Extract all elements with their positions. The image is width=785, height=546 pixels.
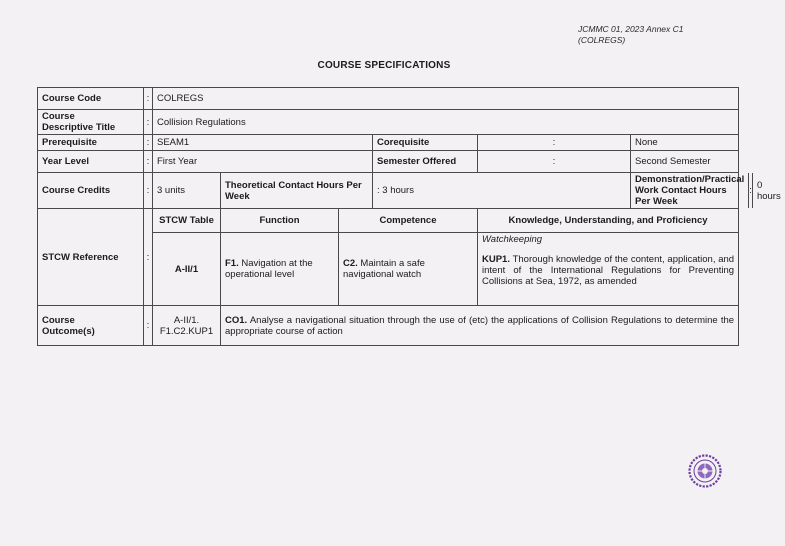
competence-code: C2. bbox=[343, 258, 358, 269]
value-course-code: COLREGS bbox=[153, 88, 739, 110]
separator: : bbox=[144, 209, 153, 306]
row-stcw-header bbox=[38, 209, 739, 233]
course-specifications-table bbox=[37, 87, 781, 346]
separator: : bbox=[749, 173, 753, 208]
course-abbreviation: (COLREGS) bbox=[578, 35, 626, 45]
stcw-competence-value bbox=[339, 233, 478, 306]
separator: : bbox=[144, 88, 153, 110]
separator: : bbox=[144, 110, 153, 135]
value-semester-offered: Second Semester bbox=[631, 151, 739, 173]
label-stcw-reference: STCW Reference bbox=[38, 209, 144, 306]
separator: : bbox=[478, 135, 631, 151]
label-prerequisite: Prerequisite bbox=[38, 135, 144, 151]
stcw-col-kup: Knowledge, Understanding, and Proficiency bbox=[478, 209, 739, 233]
value-course-title: Collision Regulations bbox=[153, 110, 739, 135]
practical-hours-cell bbox=[631, 173, 781, 209]
label-line: Outcome(s) bbox=[42, 325, 95, 337]
theoretical-hours-cell bbox=[373, 173, 631, 209]
outcome-ref-line: A-II/1. bbox=[173, 314, 200, 326]
label-line: Course bbox=[42, 111, 75, 122]
stcw-col-function: Function bbox=[221, 209, 339, 233]
row-course-title bbox=[38, 110, 739, 135]
stcw-col-competence: Competence bbox=[339, 209, 478, 233]
separator: : bbox=[144, 306, 153, 346]
row-prerequisite bbox=[38, 135, 739, 151]
separator: : bbox=[377, 185, 380, 196]
label-semester-offered: Semester Offered bbox=[373, 151, 478, 173]
kup-code: KUP1. bbox=[482, 254, 510, 265]
kup-text: Thorough knowledge of the content, application, and intent of the International Regulations for Preventing Collisions at Sea, 1972, as amended bbox=[482, 254, 735, 287]
value-year-level: First Year bbox=[153, 151, 373, 173]
label-course-credits: Course Credits bbox=[38, 173, 144, 209]
document-reference bbox=[578, 24, 684, 46]
label-course-title bbox=[38, 110, 144, 135]
outcome-description bbox=[221, 306, 739, 346]
stcw-table-value: A-II/1 bbox=[153, 233, 221, 306]
page-title: COURSE SPECIFICATIONS bbox=[317, 60, 451, 71]
outcome-ref-line: F1.C2.KUP1 bbox=[159, 325, 214, 337]
separator: : bbox=[144, 135, 153, 151]
row-course-outcome bbox=[38, 306, 739, 346]
institution-seal-icon bbox=[688, 454, 722, 488]
kup-description bbox=[482, 254, 734, 287]
stcw-kup-value bbox=[478, 233, 739, 306]
competence-text: Maintain a safe navigational watch bbox=[343, 258, 425, 280]
value-theoretical-hours: 3 hours bbox=[382, 185, 414, 196]
label-theoretical-hours: Theoretical Contact Hours Per Week bbox=[221, 173, 373, 209]
function-code: F1. bbox=[225, 258, 239, 269]
stcw-col-table: STCW Table bbox=[153, 209, 221, 233]
row-course-credits bbox=[38, 173, 739, 209]
label-course-outcome bbox=[38, 306, 144, 346]
outcome-reference bbox=[153, 306, 221, 346]
value-course-credits: 3 units bbox=[153, 173, 221, 209]
separator: : bbox=[144, 173, 153, 209]
outcome-text: Analyse a navigational situation through the use of (etc) the applications of Collision Regulations to determine the appropriate course of action bbox=[225, 314, 735, 337]
outcome-code: CO1. bbox=[225, 314, 248, 326]
label-line: Descriptive Title bbox=[42, 122, 116, 133]
row-year-level bbox=[38, 151, 739, 173]
value-corequisite: None bbox=[631, 135, 739, 151]
row-course-code bbox=[38, 88, 739, 110]
label-year-level: Year Level bbox=[38, 151, 144, 173]
value-prerequisite: SEAM1 bbox=[153, 135, 373, 151]
separator: : bbox=[144, 151, 153, 173]
label-corequisite: Corequisite bbox=[373, 135, 478, 151]
label-line: Course bbox=[42, 314, 75, 326]
separator: : bbox=[478, 151, 631, 173]
function-text: Navigation at the operational level bbox=[225, 258, 313, 280]
practical-hours-inner bbox=[631, 173, 785, 208]
value-practical-hours: 0 hours bbox=[756, 179, 781, 202]
annex-reference: JCMMC 01, 2023 Annex C1 bbox=[578, 24, 684, 34]
kup-heading: Watchkeeping bbox=[482, 234, 543, 245]
label-course-code: Course Code bbox=[38, 88, 144, 110]
label-practical-hours: Demonstration/Practical Work Contact Hours Per Week bbox=[631, 173, 749, 208]
stcw-function-value bbox=[221, 233, 339, 306]
